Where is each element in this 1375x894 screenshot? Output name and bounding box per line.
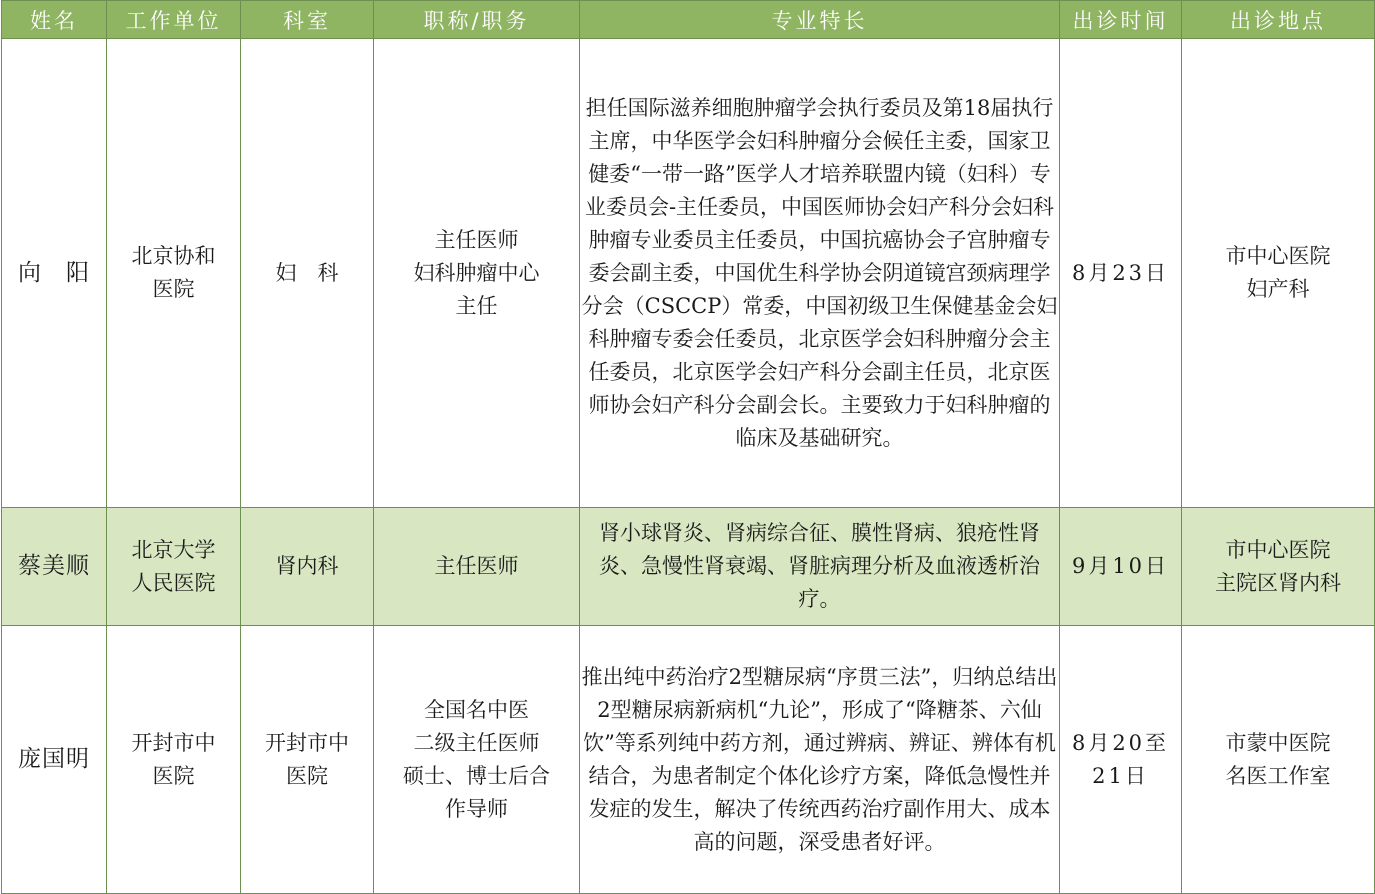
- header-name: 姓名: [2, 1, 107, 39]
- specialty: 推出纯中药治疗2型糖尿病“序贯三法”，归纳总结出2型糖尿病新病机“九论”，形成了“降糖茶、六仙饮”等系列纯中药方剂，通过辨病、辨证、辨体有机结合，为患者制定个体化诊疗方案，降低急慢性并发症的发生，解决了传统西药治疗副作用大、成本高的问题，深受患者好评。: [580, 626, 1060, 894]
- specialty: 担任国际滋养细胞肿瘤学会执行委员及第18届执行主席，中华医学会妇科肿瘤分会候任主委，国家卫健委“一带一路”医学人才培养联盟内镜（妇科）专业委员会-主任委员，中国医师协会妇产科分会妇科肿瘤专业委员主任委员，中国抗癌协会子宫肿瘤专委会副主委，中国优生科学协会阴道镜宫颈病理学分会（CSCCP）常委，中国初级卫生保健基金会妇科肿瘤专委会任委员，北京医学会妇科肿瘤分会主任委员，北京医学会妇产科分会副主任员，北京医师协会妇产科分会副会长。主要致力于妇科肿瘤的临床及基础研究。: [580, 39, 1060, 508]
- department: 妇 科: [241, 39, 374, 508]
- doctor-name: 蔡美顺: [2, 508, 107, 626]
- header-time: 出诊时间: [1060, 1, 1182, 39]
- job-title: 主任医师 妇科肿瘤中心 主任: [374, 39, 580, 508]
- header-dept: 科室: [241, 1, 374, 39]
- visit-place: 市蒙中医院 名医工作室: [1182, 626, 1375, 894]
- job-title: 全国名中医 二级主任医师 硕士、博士后合 作导师: [374, 626, 580, 894]
- doctor-name: 庞国明: [2, 626, 107, 894]
- visit-place: 市中心医院 妇产科: [1182, 39, 1375, 508]
- header-title: 职称/职务: [374, 1, 580, 39]
- department: 肾内科: [241, 508, 374, 626]
- visit-time: 8月20至 21日: [1060, 626, 1182, 894]
- work-unit: 北京协和 医院: [107, 39, 241, 508]
- table-row: [2, 508, 1375, 626]
- visit-place: 市中心医院 主院区肾内科: [1182, 508, 1375, 626]
- job-title: 主任医师: [374, 508, 580, 626]
- header-place: 出诊地点: [1182, 1, 1375, 39]
- header-specialty: 专业特长: [580, 1, 1060, 39]
- department: 开封市中 医院: [241, 626, 374, 894]
- table-row: [2, 39, 1375, 508]
- visit-time: 9月10日: [1060, 508, 1182, 626]
- table-row: [2, 626, 1375, 894]
- work-unit: 开封市中 医院: [107, 626, 241, 894]
- header-row: [2, 1, 1375, 39]
- schedule-table: [1, 0, 1375, 894]
- specialty: 肾小球肾炎、肾病综合征、膜性肾病、狼疮性肾炎、急慢性肾衰竭、肾脏病理分析及血液透析治疗。: [580, 508, 1060, 626]
- work-unit: 北京大学 人民医院: [107, 508, 241, 626]
- doctor-name: 向 阳: [2, 39, 107, 508]
- visit-time: 8月23日: [1060, 39, 1182, 508]
- header-unit: 工作单位: [107, 1, 241, 39]
